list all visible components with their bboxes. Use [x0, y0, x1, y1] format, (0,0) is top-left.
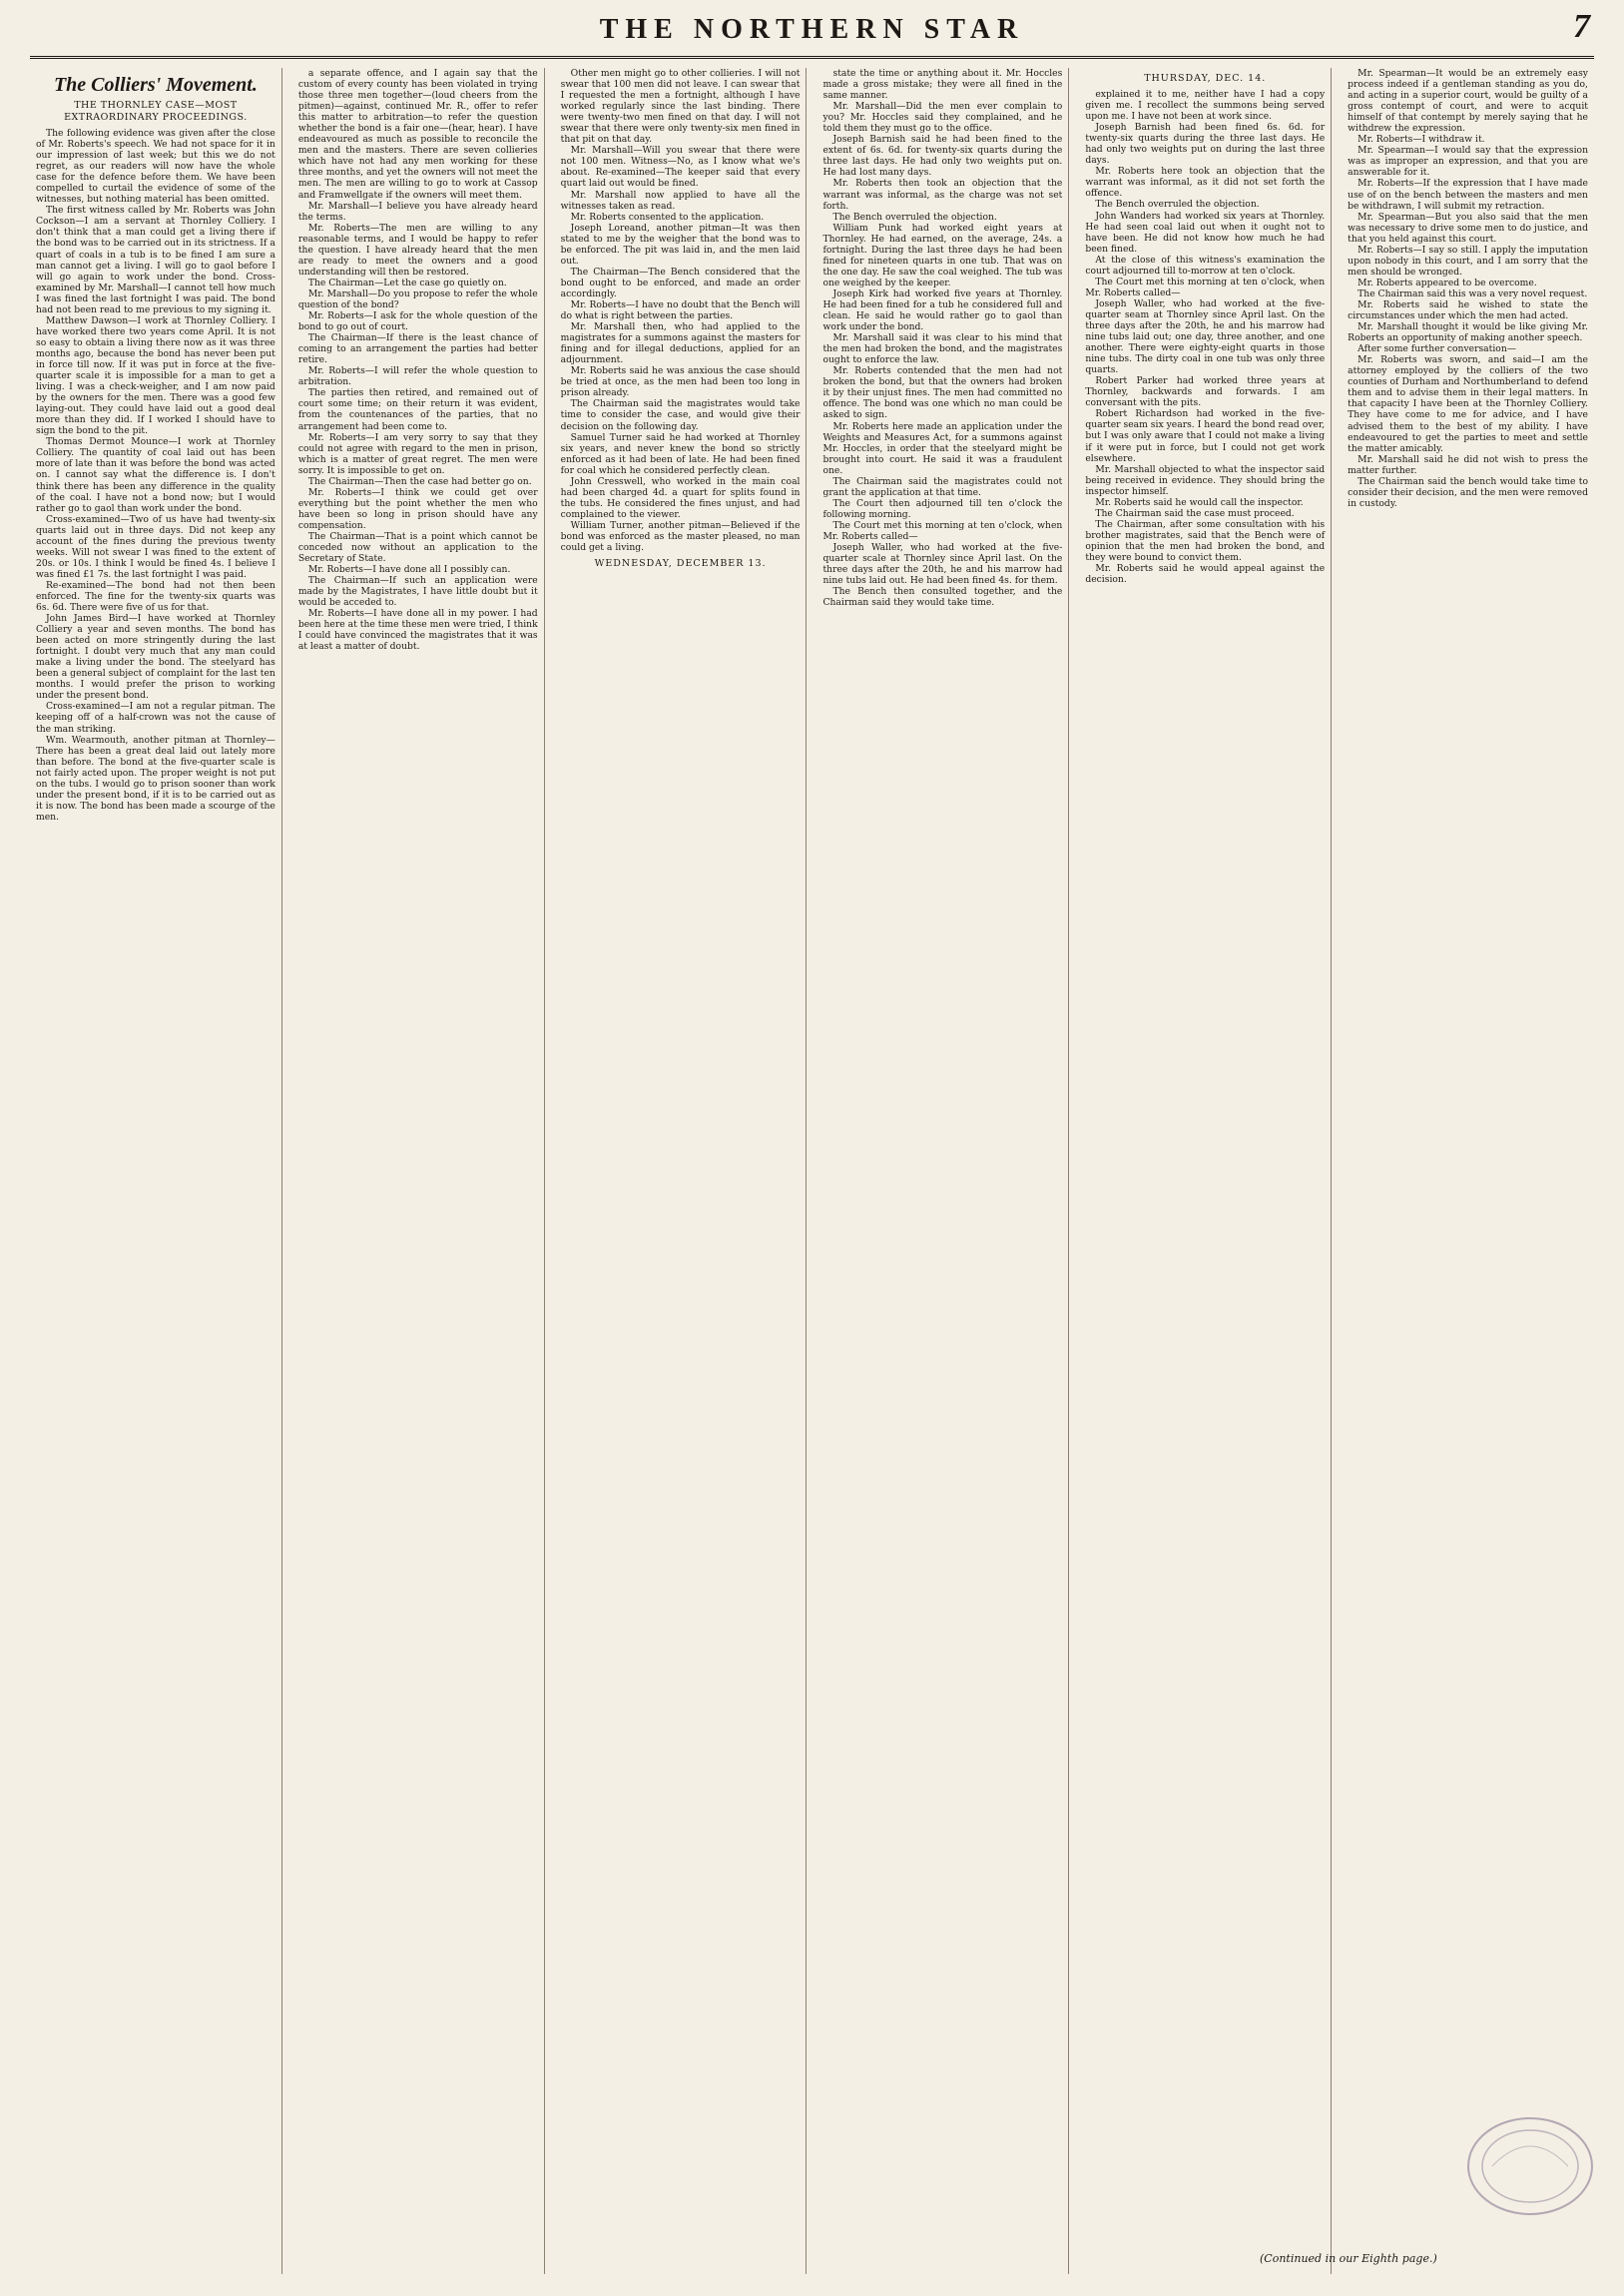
paragraph: John James Bird—I have worked at Thornley Colliery a year and seven months. The bond has been acted on more stringently during the last fortnight. I doubt very much that any man could make a living under the bond. The steelyard has been a general subject of complaint for the last ten months. I would prefer the prison to working under the present bond. [36, 613, 275, 702]
paragraph: The Court then adjourned till ten o'clock the following morning. [822, 497, 1063, 520]
paragraph: The Bench overruled the objection. [1095, 199, 1260, 211]
paragraph: Mr. Marshall—Did the men ever complain to you? Mr. Hoccles said they complained, and he told them they must go to the office. [822, 101, 1063, 135]
paragraph: Joseph Waller, who had worked at the five-quarter scale at Thornley since April last. On the three days after the 20th, he and his marrow had nine tubs laid out. He had been fined 4s. for them. [822, 542, 1063, 587]
paragraph: Robert Richardson had worked in the five-quarter seam six years. I heard the bond read over, but I was only aware that I could not make a living if it were put in force, but I could not get work elsewhere. [1085, 408, 1326, 464]
paragraph: Mr. Roberts—I have done all in my power. I had been here at the time these men were tried, I think I could have convinced the magistrates that it was at least a matter of doubt. [297, 608, 538, 653]
paragraph: Mr. Roberts—The men are willing to any reasonable terms, and I would be happy to refer the question. I have already heard that the men are ready to meet the owners and a good understanding will then be restored. [297, 222, 538, 278]
paragraph: The Chairman—Then the case had better go on. [307, 475, 532, 487]
paragraph: The Chairman said the magistrates could not grant the application at that time. [822, 475, 1063, 498]
paragraph: Mr. Roberts—I ask for the whole question of the bond to go out of court. [297, 310, 538, 333]
page-number: 7 [1573, 8, 1590, 45]
column-3 [555, 68, 808, 2274]
paragraph: Matthew Dawson—I work at Thornley Colliery. I have worked there two years come April. It is not so easy to obtain a living there now as it was three months ago, because the bond has never been put in force till now. If it was put in force at the five-quarter scale it is impossible for a man to get a living. I was a check-weigher, and I am now paid by the owners for the men. There was a good few laying-out. They could have laid out a good deal more than they did. If I worked I should have to sign the bond to the pit. [36, 314, 275, 437]
column-body [1085, 89, 1325, 585]
paragraph: Mr. Roberts—I think we could get over everything but the point whether the men who have been so long in prison should have any compensation. [297, 486, 538, 531]
paragraph: The following evidence was given after the close of Mr. Roberts's speech. We had not space for it in our impression of last week; but this we do not regret, as our readers will now have the whole case for the defence before them. We have been compelled to curtail the evidence of some of the witnesses, but nothing material has been omitted. [36, 128, 275, 206]
paragraph: Mr. Marshall then, who had applied to the magistrates for a summons against the masters for fining and for illegal deductions, applied for an adjournment. [560, 321, 801, 366]
paragraph: Mr. Roberts—I have done all I possibly can. [307, 564, 511, 576]
paragraph: The parties then retired, and remained out of court some time; on their return it was evident, from the countenances of the parties, that no arrangement had been come to. [297, 387, 538, 432]
paragraph: Mr. Roberts contended that the men had not broken the bond, but that the owners had broken it by their unjust fines. The men had committed no offence. The bond was one which no man could be asked to sign. [822, 365, 1063, 421]
paragraph: John Wanders had worked six years at Thornley. He had seen coal laid out when it ought not to have been. He did not know how much he had been fined. [1085, 210, 1326, 255]
paragraph: explained it to me, neither have I had a copy given me. I recollect the summons being served upon me. I have not been at work since. [1085, 89, 1326, 123]
paragraph: Cross-examined—Two of us have had twenty-six quarts laid out in three days. Did not keep any account of the fines during the previous twenty weeks. Will not swear I was fined to the extent of 20s. or 10s. I think I would be fined 4s. I believe I was fined £1 7s. the last fortnight I was paid. [36, 513, 275, 580]
column-body [1348, 68, 1588, 509]
column-body [561, 68, 801, 553]
paragraph: Cross-examined—I am not a regular pitman. The keeping off of a half-crown was not the cause of the man striking. [36, 701, 275, 735]
paragraph: The Chairman—The Bench considered that the bond ought to be enforced, and made an order accordingly. [560, 266, 801, 299]
paragraph: Joseph Barnish had been fined 6s. 6d. for twenty-six quarts during the three last days. He had only two weights put on during the last three days. [1085, 122, 1326, 167]
paragraph: The Chairman said the case must proceed. [1095, 507, 1295, 519]
masthead-rule [30, 56, 1594, 59]
newspaper-title: THE NORTHERN STAR [599, 14, 1025, 45]
paragraph: Wm. Wearmouth, another pitman at Thornley—There has been a great deal laid out lately more than before. The bond at the five-quarter scale is not fairly acted upon. The proper weight is not put on the tubs. I would go to prison sooner than work under the present bond, if it is to be carried out as it is now. The bond has been made a scourge of the men. [36, 734, 275, 823]
paragraph: The Chairman—If such an application were made by the Magistrates, I have little doubt but it would be acceded to. [297, 575, 538, 609]
column-body [822, 68, 1062, 608]
dateline-wednesday: WEDNESDAY, DECEMBER 13. [594, 558, 767, 570]
dateline-thursday: THURSDAY, DEC. 14. [1144, 73, 1267, 84]
paragraph: Mr. Roberts here made an application under the Weights and Measures Act, for a summons against Mr. Hoccles, in order that the steelyard might be brought into court. He said it was a fraudulent one. [822, 420, 1063, 476]
paragraph: Joseph Waller, who had worked at the five-quarter seam at Thornley since April last. On the three days after the 20th, he and his marrow had nine tubs laid out; one day, three another, and one another. There were eighty-eight quarts in those nine tubs. The dirty coal in one tub was only three quarts. [1085, 297, 1326, 376]
paragraph: Re-examined—The bond had not then been enforced. The fine for the twenty-six quarts was 6s. 6d. There were five of us for that. [36, 579, 275, 614]
paragraph: Robert Parker had worked three years at Thornley, backwards and forwards. I am conversant with the pits. [1085, 375, 1326, 409]
paragraph: Mr. Marshall thought it would be like giving Mr. Roberts an opportunity of making another speech. [1348, 321, 1588, 344]
paragraph: Joseph Loreand, another pitman—It was then stated to me by the weigher that the bond was to be enforced. The pit was laid in, and the men laid out. [560, 222, 801, 267]
column-body [298, 68, 538, 652]
paragraph: After some further conversation— [1357, 343, 1516, 355]
paragraph: The Chairman, after some consultation with his brother magistrates, said that the Bench were of opinion that the men had broken the bond, and they were bound to convict them. [1085, 518, 1326, 563]
paragraph: The Bench overruled the objection. [832, 211, 997, 223]
column-1 [30, 68, 282, 2274]
paragraph: Mr. Marshall now applied to have all the witnesses taken as read. [560, 189, 801, 212]
column-6 [1342, 68, 1594, 2274]
paragraph: The Court met this morning at ten o'clock, when Mr. Roberts called— [822, 519, 1063, 542]
paragraph: The Chairman—Let the case go quietly on. [307, 277, 507, 288]
column-body [36, 128, 275, 823]
paragraph: The Court met this morning at ten o'clock, when Mr. Roberts called— [1085, 276, 1326, 298]
paragraph: Joseph Barnish said he had been fined to the extent of 6s. 6d. for twenty-six quarts during the three last days. He had only two weights put on. He had lost many days. [822, 134, 1063, 179]
paragraph: Mr. Roberts said he was anxious the case should be tried at once, as the men had been too long in prison already. [560, 365, 801, 399]
paragraph: Mr. Roberts—I have no doubt that the Bench will do what is right between the parties. [560, 298, 801, 322]
paragraph: Mr. Roberts—If the expression that I have made use of on the bench between the masters and men be withdrawn, I will submit my retraction. [1348, 178, 1588, 212]
section-subtitle: THE THORNLEY CASE—MOST EXTRAORDINARY PROCEEDINGS. [64, 100, 248, 123]
section-title: The Colliers' Movement. [53, 74, 258, 96]
column-2 [292, 68, 545, 2274]
paragraph: The Bench then consulted together, and the Chairman said they would take time. [822, 586, 1063, 609]
paragraph: Mr. Roberts then took an objection that the warrant was informal, as the charge was not set forth. [822, 178, 1063, 212]
paragraph: The Chairman—If there is the least chance of coming to an arrangement the parties had better retire. [297, 332, 538, 366]
paragraph: William Punk had worked eight years at Thornley. He had earned, on the average, 24s. a fortnight. During the last three days he had been fined for nineteen quarts in one tub. That was on the one day. He saw the coal weighed. The tub was one weighed by the keeper. [822, 222, 1063, 288]
paragraph: Mr. Roberts here took an objection that the warrant was informal, as it did not set forth the offence. [1085, 166, 1326, 200]
paragraph: Mr. Roberts—I say so still. I apply the imputation upon nobody in this court, and I am sorry that the men should be wronged. [1348, 244, 1588, 278]
paragraph: Mr. Roberts said he would call the inspector. [1095, 496, 1304, 508]
paragraph: Mr. Spearman—It would be an extremely easy process indeed if a gentleman standing as you do, and acting in a superior court, would be guilty of a gross contempt of court, and were to acquit himself of that contempt by merely saying that he withdrew the expression. [1348, 68, 1588, 135]
paragraph: Mr. Marshall said it was clear to his mind that the men had broken the bond, and the magistrates ought to enforce the law. [822, 332, 1063, 366]
article-columns [30, 68, 1594, 2274]
paragraph: Mr. Roberts—I am very sorry to say that they could not agree with regard to the men in prison, which is a matter of great regret. The men were sorry. It is impossible to get on. [297, 431, 538, 476]
paragraph: Mr. Marshall—Do you propose to refer the whole question of the bond? [297, 287, 538, 310]
paragraph: The Chairman said this was a very novel request. [1357, 287, 1588, 299]
paragraph: The Chairman said the magistrates would take time to consider the case, and would give their decision on the following day. [560, 398, 801, 432]
masthead [30, 8, 1594, 70]
paragraph: state the time or anything about it. Mr. Hoccles made a gross mistake; they were all fined in the same manner. [822, 68, 1063, 102]
paragraph: The Chairman said the bench would take time to consider their decision, and the men were removed in custody. [1348, 475, 1588, 509]
paragraph: Mr. Roberts appeared to be overcome. [1357, 277, 1537, 288]
paragraph: Thomas Dermot Mounce—I work at Thornley Colliery. The quantity of coal laid out has been more of late than it was before the bond was acted on. I cannot say what the difference is. I don't think there has been any difference in the quality of the coal. I have not a bond now; but I would rather go to gaol than work under the bond. [36, 436, 275, 514]
paragraph: Mr. Roberts—I will refer the whole question to arbitration. [297, 365, 538, 388]
paragraph: Mr. Roberts said he would appeal against the decision. [1085, 563, 1326, 586]
paragraph: a separate offence, and I again say that the custom of every county has been violated in trying those three men together—(loud cheers from the pitmen)—against, continued Mr. R., offer to refer this matter to arbitration—to refer the question whether the bond is a fair one—(hear, hear). I have endeavoured as much as possible to reconcile the men and the masters. There are seven collieries which have not had any men working for these three months, and yet the owners will not meet the men. The men are willing to go to work at Cassop and Framwellgate if the owners will meet them. [297, 68, 538, 201]
paragraph: Mr. Roberts—I withdraw it. [1357, 134, 1485, 146]
paragraph: Samuel Turner said he had worked at Thornley six years, and never knew the bond so strictly enforced as it had been of late. He had been fined for coal which he considered perfectly clean. [560, 431, 801, 476]
paragraph: Mr. Marshall—Will you swear that there were not 100 men. Witness—No, as I know what we's about. Re-examined—The keeper said that every quart laid out would be fined. [560, 145, 801, 190]
paragraph: At the close of this witness's examination the court adjourned till to-morrow at ten o'clock. [1085, 254, 1326, 277]
column-4 [816, 68, 1069, 2274]
paragraph: Mr. Roberts consented to the application. [570, 211, 765, 223]
paragraph: The first witness called by Mr. Roberts was John Cockson—I am a servant at Thornley Colliery. I don't think that a man could get a living there if the bond was to be carried out in its strictness. If a quart of coals in a tub is to be fined I am sure a man cannot get a living. I will go to gaol before I will go again to work under the bond. Cross-examined by Mr. Marshall—I cannot tell how much I was fined the last fortnight I was paid. The bond had not been read to me previous to my signing it. [36, 205, 275, 315]
library-stamp [1452, 2106, 1602, 2226]
paragraph: Mr. Marshall—I believe you have already heard the terms. [297, 200, 538, 223]
paragraph: Joseph Kirk had worked five years at Thornley. He had been fined for a tub he considered full and clean. He said he would rather go to gaol than work under the bond. [822, 287, 1063, 333]
paragraph: John Cresswell, who worked in the main coal had been charged 4d. a quart for splits found in the tubs. He considered the fines unjust, and had complained to the viewer. [560, 475, 801, 520]
paragraph: Mr. Marshall said he did not wish to press the matter further. [1348, 453, 1588, 476]
column-5 [1079, 68, 1332, 2274]
paragraph: Mr. Spearman—I would say that the expression was as improper an expression, and that you are answerable for it. [1348, 145, 1588, 179]
paragraph: Other men might go to other collieries. I will not swear that 100 men did not leave. I can swear that I requested the men a fortnight, although I have worked regularly since the last binding. There were twenty-two men fined on that day. I will not swear that there were only twenty-six men fined in that pit on that day. [560, 68, 801, 146]
paragraph: Mr. Roberts was sworn, and said—I am the attorney employed by the colliers of the two counties of Durham and Northumberland to defend them and to advise them in their legal matters. In that capacity I have been at the Thornley Colliery. They have come to me for advice, and I have advised them to the best of my ability. I have endeavoured to get the parties to meet and settle the matter amicably. [1348, 354, 1588, 454]
paragraph: Mr. Spearman—But you also said that the men was necessary to drive some men to do justice, and that you held against this court. [1348, 211, 1588, 245]
paragraph: Mr. Marshall objected to what the inspector said being received in evidence. They should bring the inspector himself. [1085, 463, 1326, 497]
paragraph: Mr. Roberts said he wished to state the circumstances under which the men had acted. [1348, 298, 1588, 322]
paragraph: William Turner, another pitman—Believed if the bond was enforced as the master pleased, no man could get a living. [560, 519, 801, 554]
paragraph: The Chairman—That is a point which cannot be conceded now without an application to the Secretary of State. [297, 530, 538, 565]
continued-note: (Continued in our Eighth page.) [1260, 2252, 1437, 2265]
